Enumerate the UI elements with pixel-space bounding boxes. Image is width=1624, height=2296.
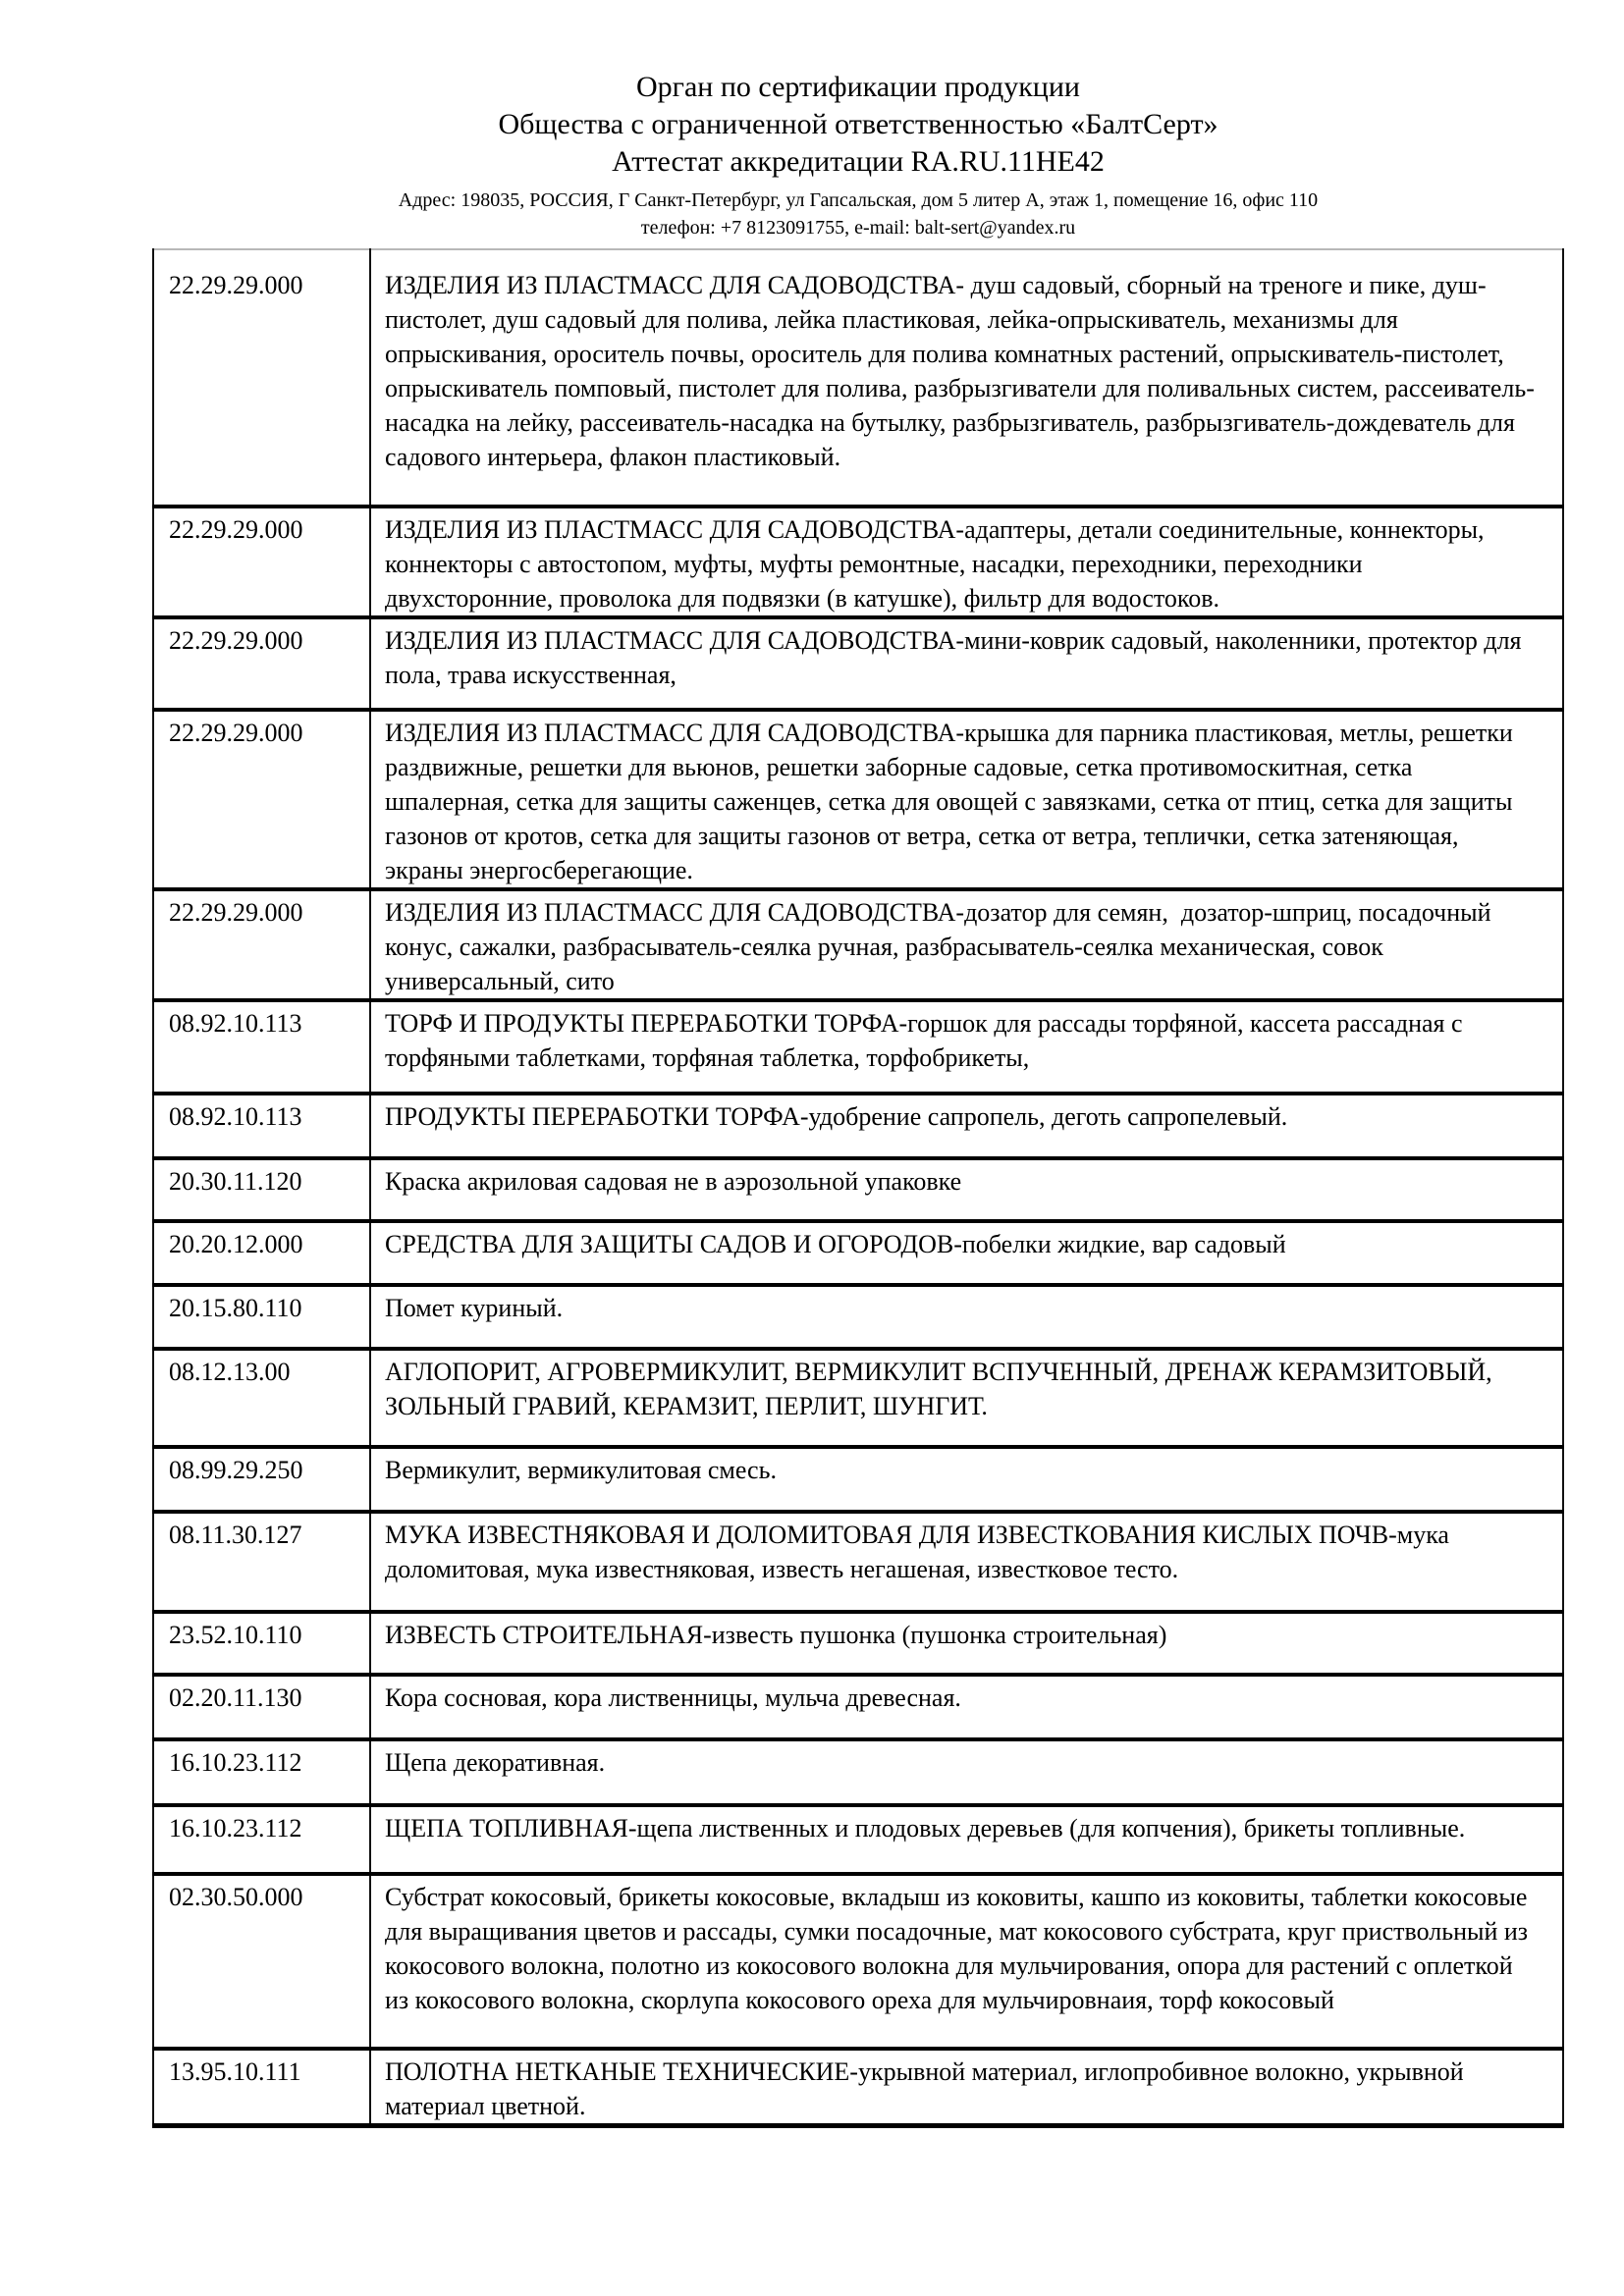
table-row — [153, 617, 1563, 710]
product-description-cell: ИЗДЕЛИЯ ИЗ ПЛАСТМАСС ДЛЯ САДОВОДСТВА-крышка для парника пластиковая, метлы, решетки раздвижные, решетки для вьюнов, решетки заборные садовые, сетка противомоскитная, сетка шпалерная, сетка для защиты саженцев, сетка для овощей с завязками, сетка от птиц, сетка для защиты газонов от кротов, сетка для защиты газонов от ветра, сетка от ветра, теплички, сетка затеняющая, экраны энергосберегающие. — [370, 710, 1563, 889]
table-row — [153, 710, 1563, 889]
product-code-cell: 02.20.11.130 — [153, 1675, 370, 1739]
product-code-cell: 16.10.23.112 — [153, 1805, 370, 1874]
product-code-cell: 23.52.10.110 — [153, 1612, 370, 1675]
table-row — [153, 1349, 1563, 1447]
product-description-cell: ЩЕПА ТОПЛИВНАЯ-щепа лиственных и плодовых деревьев (для копчения), брикеты топливные. — [370, 1805, 1563, 1874]
table-row — [153, 1000, 1563, 1094]
product-description-cell: ПРОДУКТЫ ПЕРЕРАБОТКИ ТОРФА-удобрение сапропель, деготь сапропелевый. — [370, 1094, 1563, 1158]
product-description-cell: ИЗВЕСТЬ СТРОИТЕЛЬНАЯ-известь пушонка (пушонка строительная) — [370, 1612, 1563, 1675]
product-code-cell: 08.12.13.00 — [153, 1349, 370, 1447]
product-description-cell: СРЕДСТВА ДЛЯ ЗАЩИТЫ САДОВ И ОГОРОДОВ-побелки жидкие, вар садовый — [370, 1221, 1563, 1285]
org-title-line-1: Орган по сертификации продукции — [636, 71, 1080, 103]
product-code-cell: 22.29.29.000 — [153, 507, 370, 617]
product-codes-table — [152, 248, 1564, 2128]
product-description-cell: Вермикулит, вермикулитовая смесь. — [370, 1447, 1563, 1512]
table-row — [153, 1094, 1563, 1158]
table-row — [153, 1158, 1563, 1221]
product-code-cell: 08.11.30.127 — [153, 1512, 370, 1612]
table-row — [153, 1739, 1563, 1805]
product-code-cell: 08.99.29.250 — [153, 1447, 370, 1512]
product-code-cell: 08.92.10.113 — [153, 1000, 370, 1094]
product-code-cell: 20.20.12.000 — [153, 1221, 370, 1285]
product-description-cell: МУКА ИЗВЕСТНЯКОВАЯ И ДОЛОМИТОВАЯ ДЛЯ ИЗВЕСТКОВАНИЯ КИСЛЫХ ПОЧВ-мука доломитовая, мука известняковая, известь негашеная, известковое тесто. — [370, 1512, 1563, 1612]
table-row — [153, 2049, 1563, 2126]
product-description-cell: ИЗДЕЛИЯ ИЗ ПЛАСТМАСС ДЛЯ САДОВОДСТВА-дозатор для семян, дозатор-шприц, посадочный конус, сажалки, разбрасыватель-сеялка ручная, разбрасыватель-сеялка механическая, совок универсальный, сито — [370, 889, 1563, 1000]
product-table-body — [153, 249, 1563, 2126]
table-row — [153, 1221, 1563, 1285]
address-line: Адрес: 198035, РОССИЯ, Г Санкт-Петербург, ул Гапсальская, дом 5 литер А, этаж 1, помещение 16, офис 110 — [398, 189, 1319, 211]
product-description-cell: Кора сосновая, кора лиственницы, мульча древесная. — [370, 1675, 1563, 1739]
document-header — [152, 69, 1564, 241]
product-code-cell: 13.95.10.111 — [153, 2049, 370, 2126]
product-code-cell: 08.92.10.113 — [153, 1094, 370, 1158]
table-row — [153, 249, 1563, 507]
contact-block — [152, 187, 1564, 241]
table-row — [153, 1512, 1563, 1612]
table-row — [153, 1447, 1563, 1512]
product-description-cell: ИЗДЕЛИЯ ИЗ ПЛАСТМАСС ДЛЯ САДОВОДСТВА- душ садовый, сборный на треноге и пике, душ-пистолет, душ садовый для полива, лейка пластиковая, лейка-опрыскиватель, механизмы для опрыскивания, ороситель почвы, ороситель для полива комнатных растений, опрыскиватель-пистолет, опрыскиватель помповый, пистолет для полива, разбрызгиватели для поливальных систем, рассеиватель-насадка на лейку, рассеиватель-насадка на бутылку, разбрызгиватель, разбрызгиватель-дождеватель для садового интерьера, флакон пластиковый. — [370, 249, 1563, 507]
product-description-cell: ИЗДЕЛИЯ ИЗ ПЛАСТМАСС ДЛЯ САДОВОДСТВА-мини-коврик садовый, наколенники, протектор для пола, трава искусственная, — [370, 617, 1563, 710]
product-description-cell: Субстрат кокосовый, брикеты кокосовые, вкладыш из коковиты, кашпо из коковиты, таблетки кокосовые для выращивания цветов и рассады, сумки посадочные, мат кокосового субстрата, круг приствольный из кокосового волокна, полотно из кокосового волокна для мульчирования, опора для растений с оплеткой из кокосового волокна, скорлупа кокосового ореха для мульчировнаия, торф кокосовый — [370, 1874, 1563, 2049]
product-code-cell: 16.10.23.112 — [153, 1739, 370, 1805]
org-title-line-2: Общества с ограниченной ответственностью «БалтСерт» — [498, 108, 1218, 140]
product-code-cell: 22.29.29.000 — [153, 710, 370, 889]
product-description-cell: ИЗДЕЛИЯ ИЗ ПЛАСТМАСС ДЛЯ САДОВОДСТВА-адаптеры, детали соединительные, коннекторы, коннекторы с автостопом, муфты, муфты ремонтные, насадки, переходники, переходники двухсторонние, проволока для подвязки (в катушке), фильтр для водостоков. — [370, 507, 1563, 617]
table-row — [153, 507, 1563, 617]
phone-email-line: телефон: +7 8123091755, e-mail: balt-sert@yandex.ru — [640, 217, 1076, 239]
table-row — [153, 1285, 1563, 1349]
product-description-cell: Щепа декоративная. — [370, 1739, 1563, 1805]
table-row — [153, 1874, 1563, 2049]
product-code-cell: 22.29.29.000 — [153, 249, 370, 507]
product-code-cell: 22.29.29.000 — [153, 617, 370, 710]
product-description-cell: Краска акриловая садовая не в аэрозольной упаковке — [370, 1158, 1563, 1221]
product-description-cell: ТОРФ И ПРОДУКТЫ ПЕРЕРАБОТКИ ТОРФА-горшок для рассады торфяной, кассета рассадная с торфяными таблетками, торфяная таблетка, торфобрикеты, — [370, 1000, 1563, 1094]
product-code-cell: 02.30.50.000 — [153, 1874, 370, 2049]
product-code-cell: 20.15.80.110 — [153, 1285, 370, 1349]
product-code-cell: 20.30.11.120 — [153, 1158, 370, 1221]
product-description-cell: АГЛОПОРИТ, АГРОВЕРМИКУЛИТ, ВЕРМИКУЛИТ ВСПУЧЕННЫЙ, ДРЕНАЖ КЕРАМЗИТОВЫЙ, ЗОЛЬНЫЙ ГРАВИЙ, КЕРАМЗИТ, ПЕРЛИТ, ШУНГИТ. — [370, 1349, 1563, 1447]
product-description-cell: Помет куриный. — [370, 1285, 1563, 1349]
table-row — [153, 889, 1563, 1000]
table-row — [153, 1675, 1563, 1739]
table-row — [153, 1805, 1563, 1874]
product-code-cell: 22.29.29.000 — [153, 889, 370, 1000]
accreditation-number: Аттестат аккредитации RA.RU.11HE42 — [612, 145, 1105, 178]
table-row — [153, 1612, 1563, 1675]
product-description-cell: ПОЛОТНА НЕТКАНЫЕ ТЕХНИЧЕСКИЕ-укрывной материал, иглопробивное волокно, укрывной материал цветной. — [370, 2049, 1563, 2126]
